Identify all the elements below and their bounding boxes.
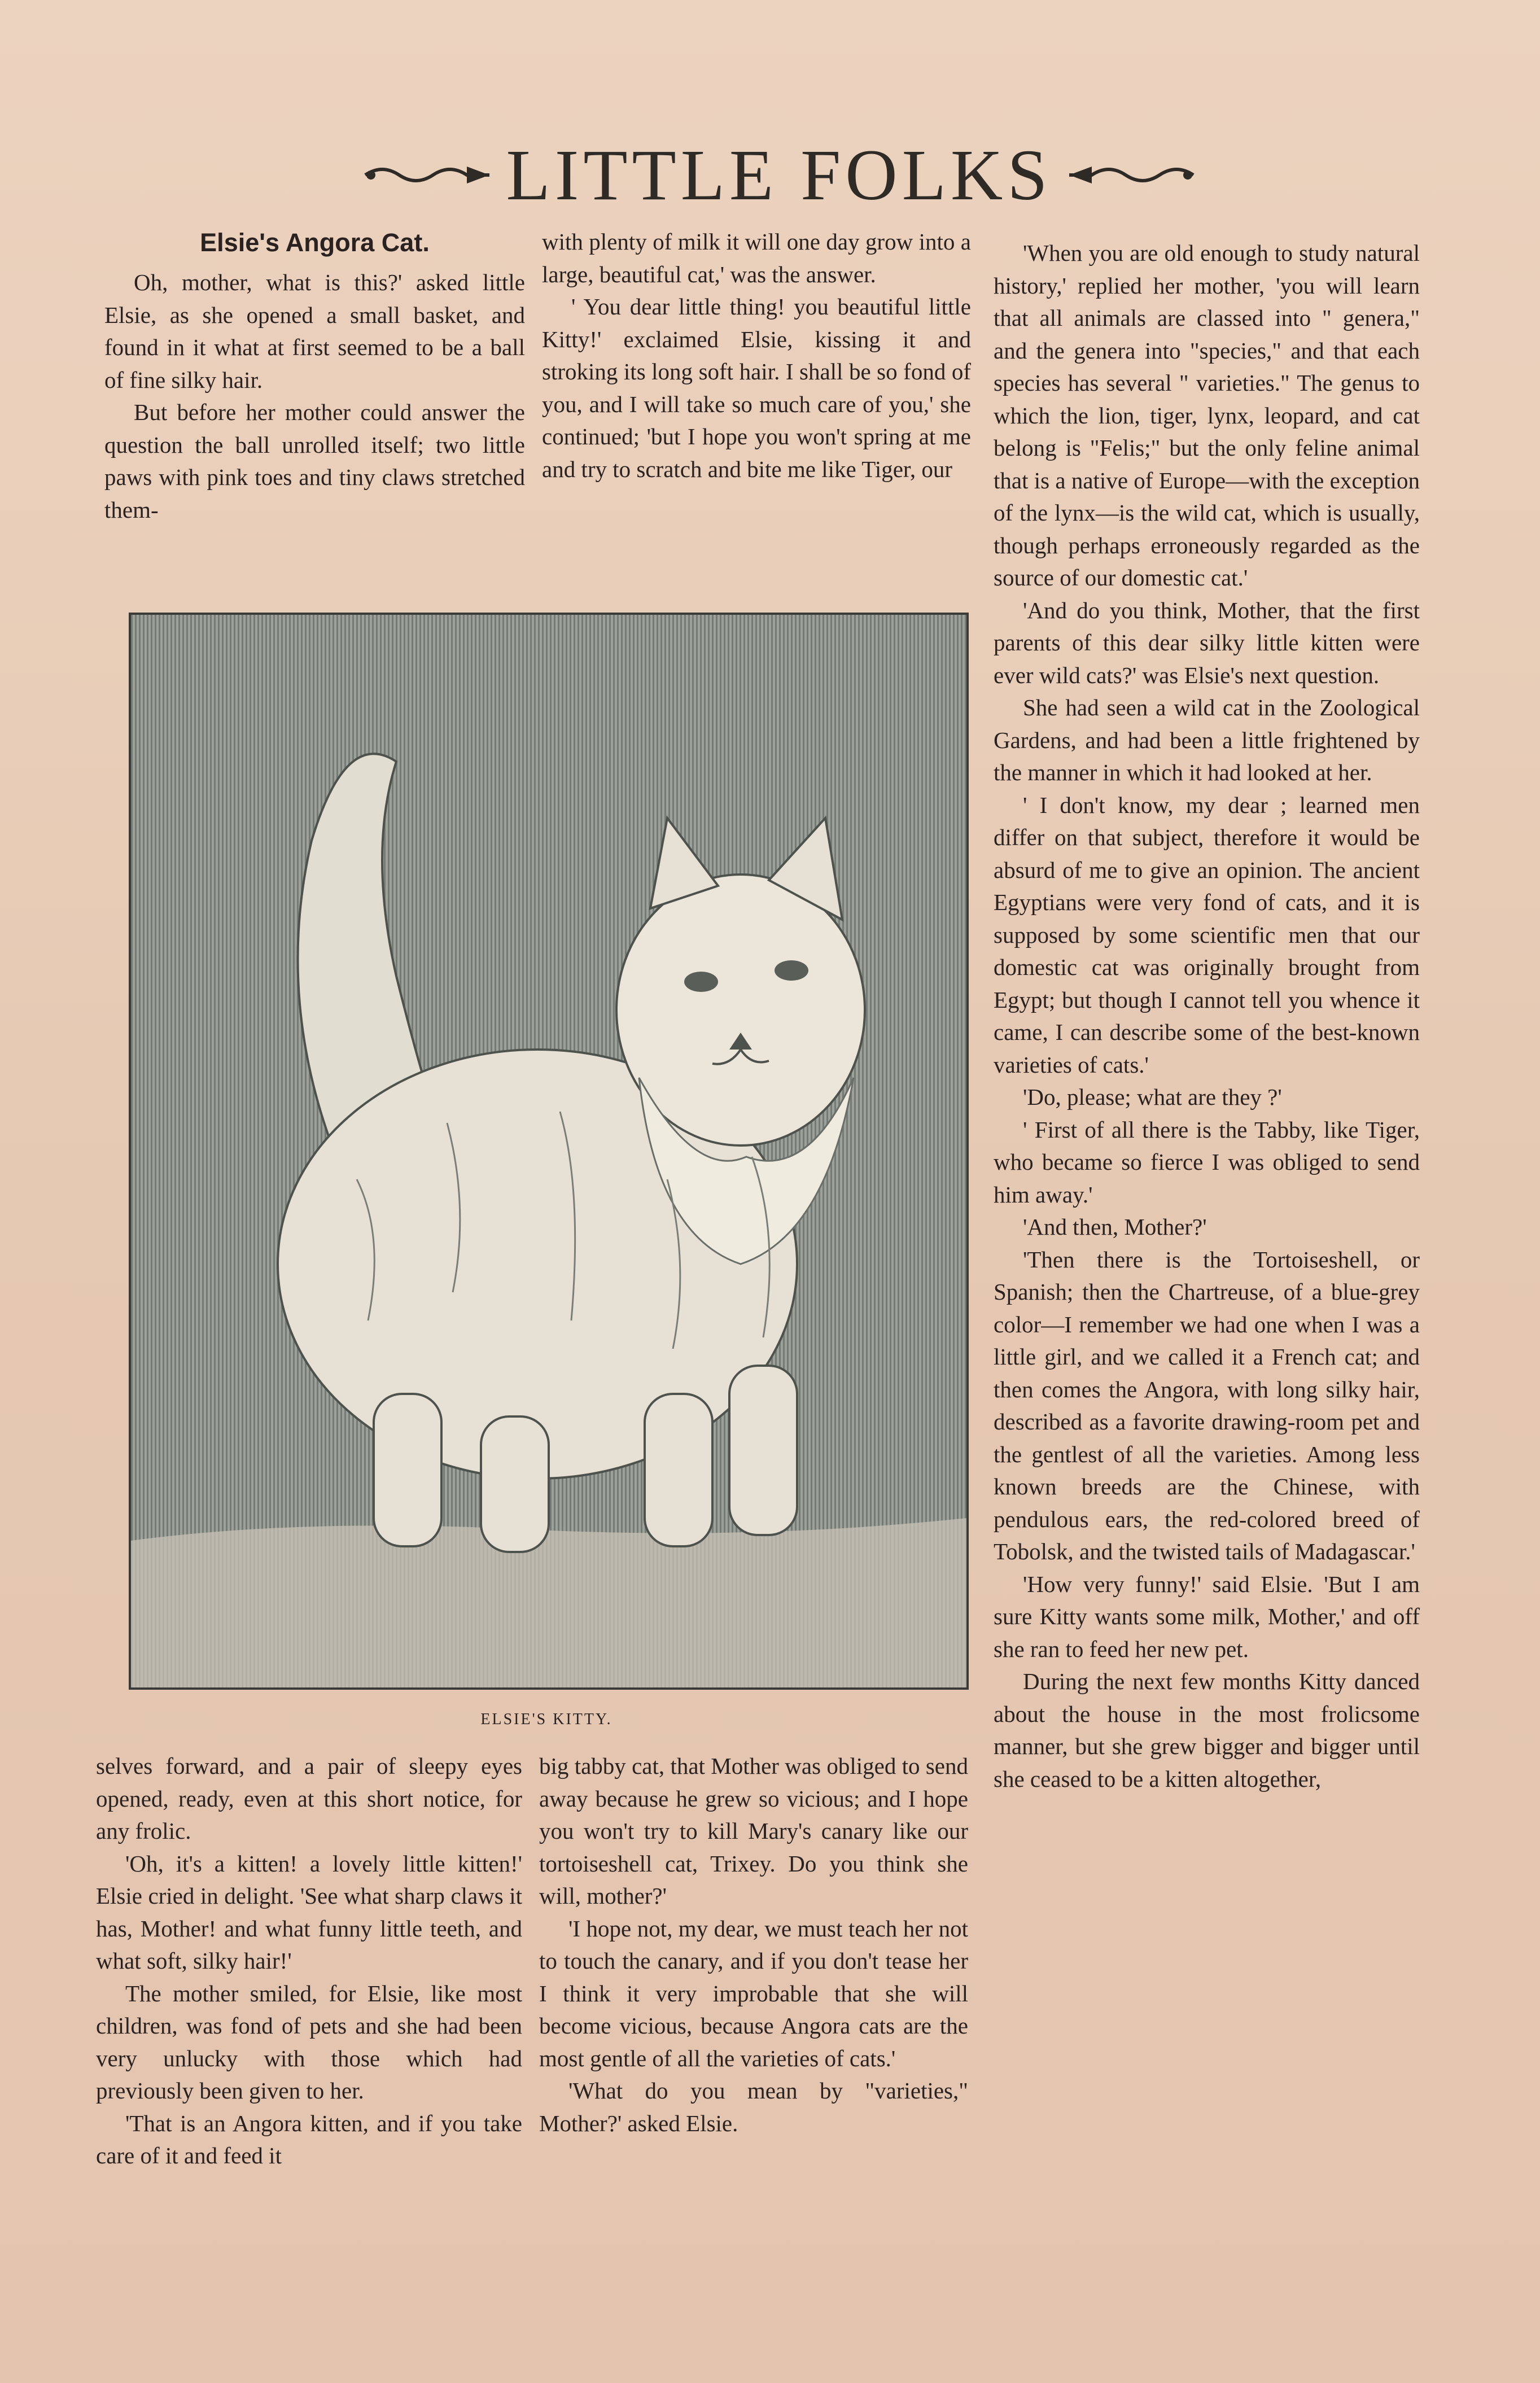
illustration-caption: ELSIE'S KITTY. [480, 1711, 613, 1728]
paragraph: During the next few months Kitty danced about the house in the most frolicsome manner, but she grew bigger and bigger until she ceased to be a kitten altogether, [994, 1668, 1420, 1792]
paragraph: 'Then there is the Tortoiseshell, or Spanish; then the Chartreuse, of a blue-grey color—I remember we had one when I was a little girl, and we called it a French cat; and then comes the Angora, with long silky hair, described as a favorite drawing-room pet and the gentlest of all the varieties. Among less known breeds are the Chinese, with pendulous ears, the red-colored breed of Tobolsk, and the twisted tails of Madagascar.' [994, 1246, 1420, 1564]
column-2-top [542, 226, 971, 486]
paragraph: 'That is an Angora kitten, and if you take care of it and feed it [96, 2110, 522, 2168]
paragraph: She had seen a wild cat in the Zoological Gardens, and had been a little frightened by the manner in which it had looked at her. [994, 694, 1420, 785]
left-ornament-icon [360, 155, 495, 195]
paragraph: ' First of all there is the Tabby, like Tiger, who became so fierce I was obliged to send him away.' [994, 1116, 1420, 1208]
paragraph: The mother smiled, for Elsie, like most children, was fond of pets and she had been very unlucky with those which had previously been given to her. [96, 1980, 522, 2104]
paragraph: with plenty of milk it will one day grow into a large, beautiful cat,' was the answer. [542, 229, 971, 287]
paragraph: ' I don't know, my dear ; learned men differ on that subject, therefore it would be absurd of me to give an opinion. The ancient Egyptians were very fond of cats, and it is supposed by some scientific men that our domestic cat was originally brought from Egypt; but though I cannot tell you whence it came, I can describe some of the best-known varieties of cats.' [994, 792, 1420, 1078]
column-2-bottom [539, 1750, 968, 2140]
paragraph: 'And do you think, Mother, that the first parents of this dear silky little kitten were ever wild cats?' was Elsie's next question. [994, 597, 1420, 688]
paragraph: ' You dear little thing! you beautiful little Kitty!' exclaimed Elsie, kissing it and stroking its long soft hair. I shall be so fond of you, and I will take so much care of you,' she continued; 'but I hope you won't spring at me and try to scratch and bite me like Tiger, our [542, 294, 971, 482]
paragraph: 'I hope not, my dear, we must teach her not to touch the canary, and if you don't tease her I think it very improbable that she will become vicious, because Angora cats are the most gentle of all the varieties of cats.' [539, 1915, 968, 2071]
paragraph: selves forward, and a pair of sleepy eyes opened, ready, even at this short notice, for any frolic. [96, 1753, 522, 1844]
column-1-top [104, 226, 525, 526]
paragraph: 'Oh, it's a kitten! a lovely little kitten!' Elsie cried in delight. 'See what sharp claws it has, Mother! and what funny little teeth, and what soft, silky hair!' [96, 1850, 522, 1974]
paragraph: big tabby cat, that Mother was obliged to send away because he grew so vicious; and I hope you won't try to kill Mary's canary like our tortoiseshell cat, Trixey. Do you think she will, mother?' [539, 1753, 968, 1909]
paragraph: 'What do you mean by "varieties," Mother?' asked Elsie. [539, 2078, 968, 2136]
masthead [282, 133, 1276, 217]
right-ornament-icon [1064, 155, 1199, 195]
masthead-title: LITTLE FOLKS [506, 135, 1052, 215]
angora-cat-image [131, 615, 966, 1687]
paragraph: 'When you are old enough to study natural history,' replied her mother, 'you will learn that all animals are classed into " genera," and the genera into "species," and that each species has several " varieties." The genus to which the lion, tiger, lynx, leopard, and cat belong is "Felis;" but the only feline animal that is a native of Europe—with the exception of the lynx—is the wild cat, which is usually, though perhaps erroneously regarded as the source of our domestic cat.' [994, 240, 1420, 591]
paragraph: 'How very funny!' said Elsie. 'But I am sure Kitty wants some milk, Mother,' and off she ran to feed her new pet. [994, 1571, 1420, 1662]
column-1-bottom [96, 1750, 522, 2172]
paragraph: But before her mother could answer the question the ball unrolled itself; two little paws with pink toes and tiny claws stretched them- [104, 399, 525, 523]
cat-illustration [129, 613, 969, 1690]
column-3 [994, 237, 1420, 1795]
paragraph: Oh, mother, what is this?' asked little Elsie, as she opened a small basket, and found in it what at first seemed to be a ball of fine silky hair. [104, 269, 525, 393]
article-heading: Elsie's Angora Cat. [200, 228, 430, 257]
paragraph: 'And then, Mother?' [1023, 1214, 1207, 1240]
paragraph: 'Do, please; what are they ?' [1023, 1084, 1282, 1110]
